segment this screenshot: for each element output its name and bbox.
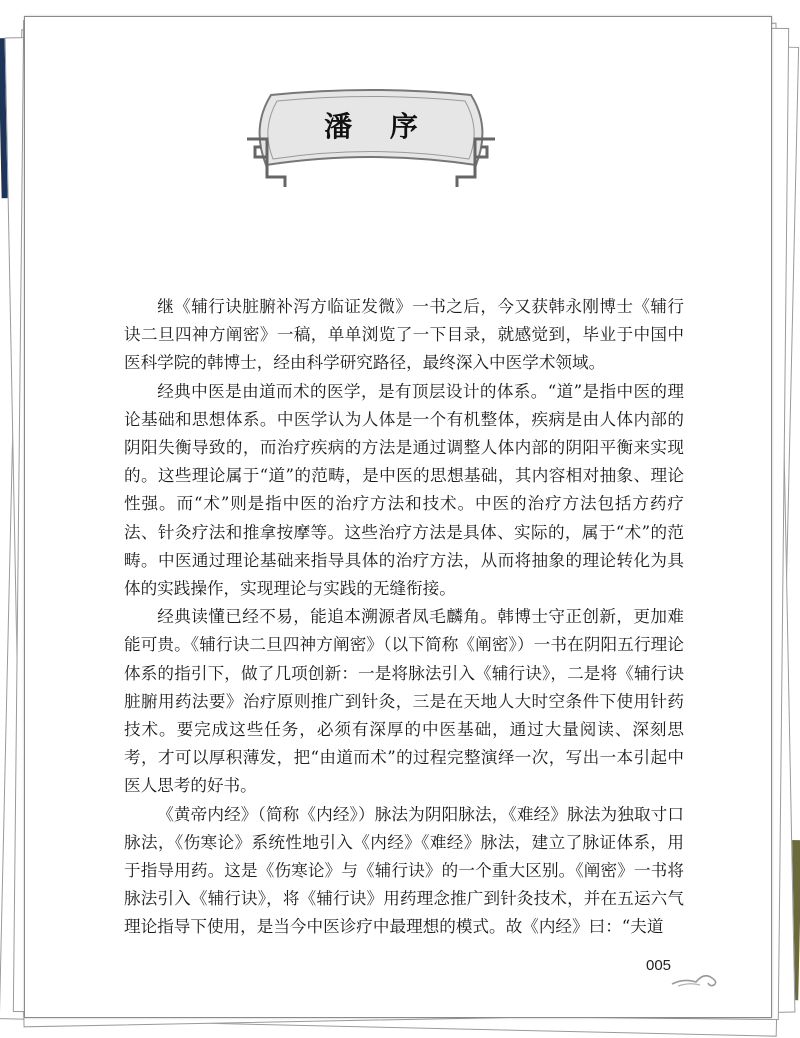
paragraph: 经典读懂已经不易，能追本溯源者凤毛麟角。韩博士守正创新，更加难能可贵。《辅行诀二旦四神方阐密》（以下简称《阐密》）一书在阴阳五行理论体系的指引下，做了几项创新：一是将脉法引入《辅行诀》，二是将《辅行诀脏腑用药法要》治疗原则推广到针灸，三是在天地人大时空条件下使用针药技术。要完成这些任务，必须有深厚的中医基础，通过大量阅读、深刻思考，才可以厚积薄发，把“由道而术”的过程完整演绎一次，写出一本引起中医人思考的好书。 <box>124 607 684 796</box>
paragraph: 《黄帝内经》（简称《内经》）脉法为阴阳脉法，《难经》脉法为独取寸口脉法，《伤寒论》系统性地引入《内经》《难经》脉法，建立了脉证体系，用于指导用药。这是《伤寒论》与《辅行诀》的一个重大区别。《阐密》一书将脉法引入《辅行诀》，将《辅行诀》用药理念推广到针灸技术，并在五运六气理论指导下使用，是当今中医诊疗中最理想的模式。故《内经》曰：“夫道 <box>124 804 684 937</box>
title-banner <box>241 87 501 197</box>
page-number: 005 <box>646 957 672 974</box>
preface-body <box>124 293 684 942</box>
page-title: 潘 序 <box>324 110 432 143</box>
paragraph: 经典中医是由道而术的医学，是有顶层设计的体系。“道”是指中医的理论基础和思想体系。中医学认为人体是一个有机整体，疾病是由人体内部的阴阳失衡导致的，而治疗疾病的方法是通过调整人体内部的阴阳平衡来实现的。这些理论属于“道”的范畴，是中医的思想基础，其内容相对抽象、理论性强。而“术”则是指中医的治疗方法和技术。中医的治疗方法包括方药疗法、针灸疗法和推拿按摩等。这些治疗方法是具体、实际的，属于“术”的范畴。中医通过理论基础来指导具体的治疗方法，从而将抽象的理论转化为具体的实践操作，实现理论与实践的无缝衔接。 <box>124 381 684 599</box>
paragraph: 继《辅行诀脏腑补泻方临证发微》一书之后，今又获韩永刚博士《辅行诀二旦四神方阐密》一稿，单单浏览了一下目录，就感觉到，毕业于中国中医科学院的韩博士，经由科学研究路径，最终深入中医学术领域。 <box>124 297 684 373</box>
book-page <box>24 16 772 1018</box>
cloud-swirl-icon <box>670 970 722 988</box>
